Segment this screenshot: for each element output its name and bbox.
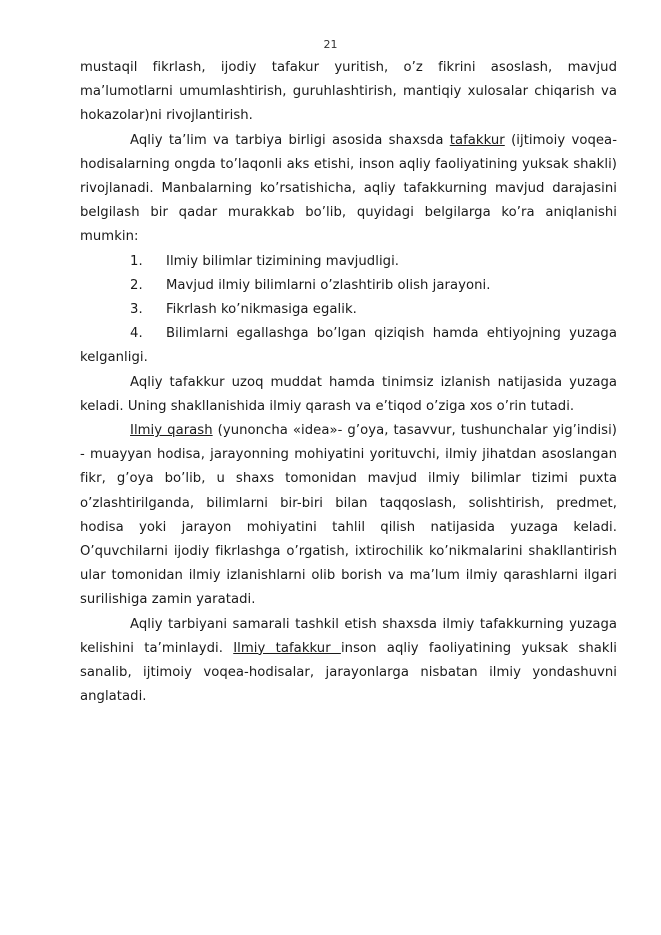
- page-number: 21: [323, 38, 338, 51]
- list-item-text: Bilimlarni egallashga bo’lgan qiziqish hamda ehtiyojning yuzaga kelganligi.: [80, 326, 617, 366]
- list-item-4: [80, 322, 617, 370]
- paragraph-3: Aqliy tafakkur uzoq muddat hamda tinimsiz izlanish natijasida yuzaga keladi. Uning shakllanishida ilmiy qarash va e’tiqod o’ziga xos o’rin tutadi.: [80, 374, 617, 414]
- term-ilmiy-qarash: Ilmiy qarash: [130, 423, 213, 439]
- term-ilmiy-tafakkur: Ilmiy tafakkur: [233, 640, 341, 656]
- paragraph-5: [80, 613, 617, 710]
- list-item-2: [80, 274, 617, 298]
- paragraph-2-before: Aqliy ta’lim va tarbiya birligi asosida shaxsda: [130, 132, 450, 148]
- list-item-1: [80, 250, 617, 274]
- list-item-number: 3.: [130, 302, 143, 318]
- list-item-text: Mavjud ilmiy bilimlarni o’zlashtirib olish jarayoni.: [166, 277, 491, 293]
- document-body: [80, 56, 617, 709]
- paragraph-1: mustaqil fikrlash, ijodiy tafakur yuritish, o’z fikrini asoslash, mavjud ma’lumotlarni umumlashtirish, guruhlashtirish, mantiqiy xulosalar chiqarish va hokazolar)ni rivojlantirish.: [80, 60, 617, 124]
- list-item-text: Ilmiy bilimlar tizimining mavjudligi.: [166, 253, 400, 269]
- paragraph-5-after: inson aqliy faoliyatining yuksak shakli sanalib, ijtimoiy voqea-hodisalar, jarayonlarga nisbatan ilmiy yondashuvni anglatadi.: [80, 640, 617, 705]
- paragraph-2: [80, 129, 617, 250]
- list-item-text: Fikrlash ko’nikmasiga egalik.: [166, 302, 357, 318]
- list-item-number: 4.: [130, 326, 143, 342]
- list-item-number: 1.: [130, 253, 143, 269]
- term-tafakkur: tafakkur: [449, 132, 505, 148]
- paragraph-4: [80, 419, 617, 613]
- list-item-3: [80, 298, 617, 322]
- paragraph-5-before: Aqliy tarbiyani samarali tashkil etish shaxsda ilmiy tafakkurning yuzaga kelishini ta’minlaydi.: [80, 616, 617, 656]
- paragraph-4-after: (yunoncha «idea»- g’oya, tasavvur, tushunchalar yig’indisi) - muayyan hodisa, jarayonning mohiyatini yorituvchi, ilmiy jihatdan asoslangan fikr, g’oya bo’lib, u shaxs tomonidan mavjud ilmiy bilimlar tizimi puxta o’zlashtirilganda, bilimlarni bir-biri bilan taqqoslash, solishtirish, predmet, hodisa yoki jarayon mohiyatini tahlil qilish natijasida yuzaga keladi. O’quvchilarni ijodiy fikrlashga o’rgatish, ixtirochilik ko’nikmalarini shakllantirish ular tomonidan ilmiy izlanishlarni olib borish va ma’lum ilmiy qarashlarni ilgari surilishiga zamin yaratadi.: [80, 423, 618, 608]
- list-item-number: 2.: [130, 277, 143, 293]
- paragraph-2-after: (ijtimoiy voqea-hodisalarning ongda to’laqonli aks etishi, inson aqliy faoliyatining yuksak shakli) rivojlanadi. Manbalarning ko’rsatishicha, aqliy tafakkurning mavjud darajasini belgilash bir qadar murakkab bo’lib, quyidagi belgilarga ko’ra aniqlanishi mumkin:: [80, 132, 617, 245]
